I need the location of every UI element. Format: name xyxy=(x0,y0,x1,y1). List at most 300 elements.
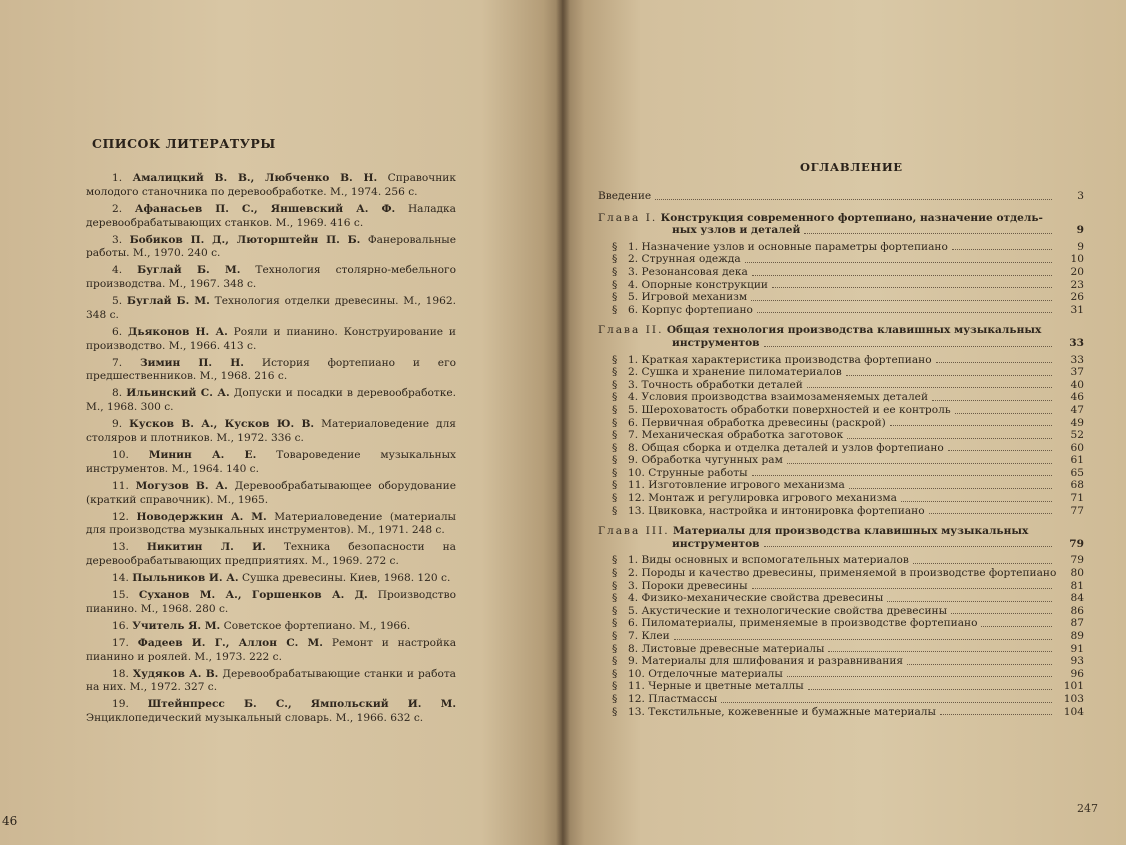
dot-leader xyxy=(940,713,1052,715)
toc-chapter-page: 33 xyxy=(1069,336,1084,349)
dot-leader xyxy=(808,688,1052,690)
dot-leader xyxy=(847,437,1052,439)
bibliography-item-authors: Минин А. Е. xyxy=(148,449,257,462)
toc-section-title: Текстильные, кожевенные и бумажные материалы xyxy=(648,705,936,718)
toc-chapter-label: Глава II. xyxy=(598,324,664,337)
toc-section-number: 3. xyxy=(628,579,639,592)
section-sign: § xyxy=(612,579,618,592)
toc-section-page: 47 xyxy=(1070,403,1084,416)
bibliography-item xyxy=(86,572,456,586)
toc-section-text xyxy=(612,291,747,304)
toc-section-page: 40 xyxy=(1070,378,1084,391)
bibliography-item-authors: Зимин П. Н. xyxy=(139,356,244,369)
bibliography-item xyxy=(86,264,456,292)
toc-section-text xyxy=(612,643,824,656)
bibliography-item-number: 7. xyxy=(112,356,123,369)
toc-section-row xyxy=(612,479,1084,492)
toc-section-text xyxy=(612,492,897,505)
toc-section-text xyxy=(612,442,944,455)
toc-section-row xyxy=(612,630,1084,643)
bibliography-item-authors: Дьяконов Н. А. xyxy=(128,325,228,338)
bibliography-item-text: История фортепиано и его предшественников. М., 1968. 216 с. xyxy=(86,356,456,383)
toc-section-text xyxy=(612,680,804,693)
bibliography-item xyxy=(86,698,456,726)
toc-section-number: 8. xyxy=(628,642,639,655)
bibliography-item-number: 19. xyxy=(112,698,129,711)
bibliography-item-text: Материаловедение (материалы для производства музыкальных инструментов). М., 1971. 248 с. xyxy=(86,510,456,537)
section-sign: § xyxy=(612,667,618,680)
toc-section-number: 6. xyxy=(628,303,639,316)
toc-section-title: Опорные конструкции xyxy=(641,278,768,291)
toc-section-page: 80 xyxy=(1070,567,1084,580)
toc-section-number: 9. xyxy=(628,655,639,668)
toc-section-page: 93 xyxy=(1070,655,1084,668)
bibliography-item xyxy=(86,203,456,231)
bibliography-item-number: 2. xyxy=(112,202,123,215)
dot-leader xyxy=(752,474,1052,476)
toc-section-number: 5. xyxy=(628,403,639,416)
toc-section-text xyxy=(612,706,936,719)
toc-chapter-page: 79 xyxy=(1069,537,1084,550)
bibliography-item xyxy=(86,418,456,446)
toc-section-number: 11. xyxy=(628,680,645,693)
toc-chapter-line xyxy=(598,324,1084,337)
toc-section-number: 12. xyxy=(628,492,645,505)
section-sign: § xyxy=(612,504,618,517)
bibliography-item-text: Производство пианино. М., 1968. 280 с. xyxy=(86,589,456,615)
toc-section-title: Игровой механизм xyxy=(641,291,748,304)
toc-section-text xyxy=(612,567,1056,580)
dot-leader xyxy=(887,600,1052,602)
toc-section-text xyxy=(612,580,748,593)
section-sign: § xyxy=(612,353,618,366)
bibliography-item-number: 12. xyxy=(112,510,129,523)
toc-section-list xyxy=(598,354,1084,518)
toc-section-page: 84 xyxy=(1070,592,1084,605)
dot-leader xyxy=(751,299,1052,301)
toc-chapter-title-continued xyxy=(598,337,1084,350)
toc-chapters xyxy=(598,212,1084,719)
toc-section-page: 81 xyxy=(1070,579,1084,592)
toc-section-title: Изготовление игрового механизма xyxy=(648,479,845,492)
toc-section-page: 86 xyxy=(1070,604,1084,617)
dot-leader xyxy=(674,638,1052,640)
toc-section-title: Первичная обработка древесины (раскрой) xyxy=(641,416,886,429)
toc-section-number: 4. xyxy=(628,592,639,605)
toc-section-text xyxy=(612,655,903,668)
dot-leader xyxy=(764,545,1052,547)
toc-section-number: 9. xyxy=(628,454,639,467)
bibliography-item xyxy=(86,637,456,665)
toc-section-title: Назначение узлов и основные параметры фортепиано xyxy=(641,240,948,253)
toc-section-text xyxy=(612,668,783,681)
toc-intro-label: Введение xyxy=(598,190,652,202)
dot-leader xyxy=(948,449,1052,451)
toc-chapter xyxy=(598,324,1084,517)
toc-section-row xyxy=(612,706,1084,719)
page-number-right: 247 xyxy=(1077,802,1098,815)
toc-section-number: 2. xyxy=(628,366,639,379)
toc-section-number: 2. xyxy=(628,567,639,580)
toc-section-title: Струнная одежда xyxy=(641,253,741,266)
dot-leader xyxy=(787,462,1052,464)
toc-section-title: Резонансовая дека xyxy=(641,265,748,278)
section-sign: § xyxy=(612,416,618,429)
dot-leader xyxy=(757,311,1052,313)
toc-section-text xyxy=(612,266,748,279)
toc-chapter-title-continued xyxy=(598,538,1084,551)
bibliography-item-authors: Ильинский С. А. xyxy=(126,387,230,400)
toc-section-text xyxy=(612,379,803,392)
toc-section-title: Монтаж и регулировка игрового механизма xyxy=(648,492,897,505)
toc-section-page: 91 xyxy=(1070,642,1084,655)
toc-section-page: 87 xyxy=(1070,617,1084,630)
toc-section-title: Породы и качество древесины, применяемой в производстве фортепиано xyxy=(641,567,1057,580)
toc-chapter-label: Глава I. xyxy=(598,211,658,224)
section-sign: § xyxy=(612,441,618,454)
toc-section-number: 6. xyxy=(628,617,639,630)
toc-intro-page: 3 xyxy=(1077,190,1084,202)
toc-section-page: 103 xyxy=(1063,692,1084,705)
toc-section-number: 1. xyxy=(628,554,639,567)
bibliography-item-authors: Никитин Л. И. xyxy=(146,541,266,554)
section-sign: § xyxy=(612,592,618,605)
toc-section-number: 4. xyxy=(628,391,639,404)
toc-section-page: 61 xyxy=(1070,454,1084,467)
toc-section-row xyxy=(612,354,1084,367)
dot-leader xyxy=(981,625,1052,627)
bibliography-item-number: 11. xyxy=(112,479,129,492)
toc-section-row xyxy=(612,492,1084,505)
toc-section-title: Сушка и хранение пиломатериалов xyxy=(641,366,842,379)
bibliography-item-authors: Худяков А. В. xyxy=(132,667,219,680)
toc-chapter-title: Материалы для производства клавишных музыкальных xyxy=(673,525,1029,538)
bibliography-item-text: Справочник молодого станочника по деревообработке. М., 1974. 256 с. xyxy=(86,172,456,198)
bibliography-item-authors: Суханов М. А., Горшенков А. Д. xyxy=(138,589,368,602)
toc-chapter-title: Конструкция современного фортепиано, назначение отдель- xyxy=(660,211,1043,224)
toc-chapter-line xyxy=(598,525,1084,538)
bibliography-item-authors: Фадеев И. Г., Аллон С. М. xyxy=(137,636,323,649)
bibliography-item-text: Рояли и пианино. Конструирование и производство. М., 1966. 413 с. xyxy=(86,325,456,352)
toc-section-page: 52 xyxy=(1070,429,1084,442)
toc-section-title: Шероховатость обработки поверхностей и ее контроль xyxy=(641,403,951,416)
bibliography-item xyxy=(86,295,456,323)
toc-section-number: 2. xyxy=(628,253,639,266)
dot-leader xyxy=(890,424,1052,426)
bibliography-item-number: 1. xyxy=(112,172,123,184)
bibliography-item-text: Техника безопасности на деревообрабатывающих предприятиях. М., 1969. 272 с. xyxy=(86,541,457,568)
section-sign: § xyxy=(612,680,618,693)
dot-leader xyxy=(901,500,1052,502)
bibliography-item-number: 4. xyxy=(112,264,123,277)
toc-section-text xyxy=(612,630,670,643)
toc-chapter-title-end: ных узлов и деталей xyxy=(672,224,801,237)
toc-section-number: 7. xyxy=(628,630,639,642)
toc-section-row xyxy=(612,241,1084,254)
toc-section-page: 79 xyxy=(1070,554,1084,567)
toc-section-number: 12. xyxy=(628,692,645,705)
toc-section-text xyxy=(612,429,843,442)
toc-section-row xyxy=(612,467,1084,480)
toc-chapter-title-end: инструментов xyxy=(672,537,760,550)
bibliography-item-text: Деревообрабатывающее оборудование (краткий справочник). М., 1965. xyxy=(86,479,457,506)
bibliography-item-number: 13. xyxy=(112,541,129,554)
section-sign: § xyxy=(612,253,618,266)
toc-section-number: 13. xyxy=(628,705,645,718)
toc-section-page: 9 xyxy=(1077,240,1084,253)
bibliography-list xyxy=(86,172,456,729)
toc-chapter xyxy=(598,212,1084,317)
toc-section-text xyxy=(612,592,883,605)
dot-leader xyxy=(752,274,1052,276)
dot-leader xyxy=(721,701,1052,703)
toc-section-row xyxy=(612,429,1084,442)
toc-section-row xyxy=(612,291,1084,304)
dot-leader xyxy=(655,198,1052,200)
toc-section-page: 77 xyxy=(1070,504,1084,517)
toc-section-number: 5. xyxy=(628,291,639,304)
toc-section-page: 89 xyxy=(1070,630,1084,642)
toc-section-title: Пиломатериалы, применяемые в производстве фортепиано xyxy=(641,617,978,630)
bibliography-item-authors: Новодержкин А. М. xyxy=(136,510,267,523)
toc-section-title: Физико-механические свойства древесины xyxy=(641,592,884,605)
toc-section-number: 3. xyxy=(628,378,639,391)
section-sign: § xyxy=(612,303,618,316)
dot-leader xyxy=(936,361,1052,363)
section-sign: § xyxy=(612,366,618,379)
toc-section-page: 71 xyxy=(1070,492,1084,505)
toc-section-page: 46 xyxy=(1070,391,1084,404)
toc-title: ОГЛАВЛЕНИЕ xyxy=(800,160,903,174)
bibliography-item-number: 14. xyxy=(112,572,129,585)
bibliography-item-authors: Могузов В. А. xyxy=(135,479,228,492)
toc-section-row xyxy=(612,379,1084,392)
bibliography-item-text: Энциклопедический музыкальный словарь. М., 1966. 632 с. xyxy=(86,712,424,725)
toc-chapter-title-end: инструментов xyxy=(672,336,760,349)
toc-section-row xyxy=(612,253,1084,266)
toc-section-title: Условия производства взаимозаменяемых деталей xyxy=(641,391,929,404)
toc-section-page: 49 xyxy=(1070,416,1084,429)
bibliography-item-number: 17. xyxy=(112,636,129,649)
toc-section-row xyxy=(612,417,1084,430)
bibliography-item xyxy=(86,172,456,200)
bibliography-item-number: 9. xyxy=(112,418,123,431)
toc-chapter-title-continued xyxy=(598,224,1084,237)
dot-leader xyxy=(846,374,1052,376)
bibliography-item-number: 6. xyxy=(112,325,123,338)
toc-section-row xyxy=(612,668,1084,681)
section-sign: § xyxy=(612,240,618,253)
dot-leader xyxy=(907,663,1052,665)
toc-section-title: Точность обработки деталей xyxy=(641,378,803,391)
dot-leader xyxy=(764,345,1052,347)
toc-chapter-line xyxy=(598,212,1084,225)
toc-section-row xyxy=(612,693,1084,706)
toc-chapter-heading xyxy=(598,525,1084,550)
toc-section-page: 10 xyxy=(1070,253,1084,266)
toc-chapter-title: Общая технология производства клавишных музыкальных xyxy=(666,324,1042,337)
toc-section-row xyxy=(612,391,1084,404)
bibliography-item-authors: Бобиков П. Д., Люторштейн П. Б. xyxy=(129,233,361,246)
toc-section-title: Цвиковка, настройка и интонировка фортепиано xyxy=(648,504,925,517)
bibliography-item-text: Допуски и посадки в деревообработке. М., 1968. 300 с. xyxy=(86,387,456,414)
bibliography-item-text: Деревообрабатывающие станки и работа на них. М., 1972. 327 с. xyxy=(86,667,457,694)
bibliography-item xyxy=(86,541,456,569)
toc-section-number: 10. xyxy=(628,466,645,479)
bibliography-item-text: Товароведение музыкальных инструментов. М., 1964. 140 с. xyxy=(86,449,456,475)
toc-section-text xyxy=(612,505,925,518)
bibliography-item-text: Советское фортепиано. М., 1966. xyxy=(223,619,411,632)
toc-section-page: 31 xyxy=(1070,303,1084,316)
toc-section-page: 96 xyxy=(1070,667,1084,680)
toc-section-number: 1. xyxy=(628,240,639,253)
toc-chapter-label: Глава III. xyxy=(598,525,670,538)
bibliography-item xyxy=(86,449,456,477)
bibliography-item-text: Сушка древесины. Киев, 1968. 120 с. xyxy=(241,572,451,585)
section-sign: § xyxy=(612,617,618,630)
bibliography-item-number: 8. xyxy=(112,387,123,400)
dot-leader xyxy=(932,399,1052,401)
bibliography-title: СПИСОК ЛИТЕРАТУРЫ xyxy=(92,136,276,151)
toc-chapter-heading xyxy=(598,212,1084,237)
toc-section-page: 104 xyxy=(1063,705,1084,718)
right-page xyxy=(562,0,1126,845)
toc-section-text xyxy=(612,366,842,379)
toc-section-row xyxy=(612,266,1084,279)
toc-section-title: Пороки древесины xyxy=(641,579,748,592)
bibliography-item-number: 18. xyxy=(112,667,129,680)
toc-section-title: Листовые древесные материалы xyxy=(641,642,825,655)
section-sign: § xyxy=(612,604,618,617)
bibliography-item-text: Наладка деревообрабатывающих станков. М., 1969. 416 с. xyxy=(86,202,456,229)
toc-section-page: 68 xyxy=(1070,479,1084,492)
toc-section-number: 11. xyxy=(628,479,645,492)
toc-section-row xyxy=(612,505,1084,518)
bibliography-item-number: 5. xyxy=(112,295,123,308)
section-sign: § xyxy=(612,454,618,467)
toc-section-number: 5. xyxy=(628,604,639,617)
dot-leader xyxy=(952,248,1052,250)
toc-section-title: Материалы для шлифования и разравнивания xyxy=(641,655,904,668)
toc-section-title: Струнные работы xyxy=(648,466,748,479)
toc-section-text xyxy=(612,605,947,618)
toc-section-row xyxy=(612,655,1084,668)
toc-section-title: Пластмассы xyxy=(648,692,718,705)
bibliography-item-authors: Штейнпресс Б. С., Ямпольский И. М. xyxy=(147,698,457,711)
dot-leader xyxy=(929,512,1052,514)
bibliography-item-authors: Буглай Б. М. xyxy=(126,295,210,308)
section-sign: § xyxy=(612,429,618,442)
toc-section-page: 23 xyxy=(1070,278,1084,291)
toc-chapter xyxy=(598,525,1084,718)
toc-section-row xyxy=(612,554,1084,567)
toc-section-row xyxy=(612,442,1084,455)
toc-section-text xyxy=(612,241,948,254)
section-sign: § xyxy=(612,705,618,718)
toc-section-text xyxy=(612,454,783,467)
bibliography-item-authors: Афанасьев П. С., Яншевский А. Ф. xyxy=(134,202,396,215)
dot-leader xyxy=(955,412,1052,414)
toc-section-row xyxy=(612,592,1084,605)
section-sign: § xyxy=(612,403,618,416)
toc-section-number: 3. xyxy=(628,265,639,278)
toc-section-text xyxy=(612,253,741,266)
dot-leader xyxy=(804,232,1052,234)
toc-section-row xyxy=(612,454,1084,467)
toc-section-text xyxy=(612,304,753,317)
bibliography-item-number: 16. xyxy=(112,619,129,632)
toc-section-text xyxy=(612,417,886,430)
bibliography-item-authors: Буглай Б. М. xyxy=(137,264,241,277)
toc-section-text xyxy=(612,554,909,567)
section-sign: § xyxy=(612,466,618,479)
toc-section-text xyxy=(612,391,928,404)
section-sign: § xyxy=(612,655,618,668)
bibliography-item-text: Фанеровальные работы. М., 1970. 240 с. xyxy=(86,233,456,260)
dot-leader xyxy=(951,612,1052,614)
section-sign: § xyxy=(612,630,618,642)
toc-section-row xyxy=(612,404,1084,417)
toc-section-page: 60 xyxy=(1070,441,1084,454)
bibliography-item-authors: Пыльников И. А. xyxy=(132,572,239,585)
section-sign: § xyxy=(612,291,618,304)
toc-section-page: 26 xyxy=(1070,291,1084,304)
bibliography-item-text: Технология столярно-мебельного производства. М., 1967. 348 с. xyxy=(86,264,456,291)
bibliography-item xyxy=(86,387,456,415)
toc-section-number: 4. xyxy=(628,278,639,291)
bibliography-item-number: 10. xyxy=(112,449,129,462)
toc-section-row xyxy=(612,617,1084,630)
toc-section-title: Отделочные материалы xyxy=(648,667,783,680)
toc-section-title: Механическая обработка заготовок xyxy=(641,429,844,442)
bibliography-item xyxy=(86,234,456,262)
section-sign: § xyxy=(612,642,618,655)
dot-leader xyxy=(752,587,1052,589)
bibliography-item xyxy=(86,668,456,696)
toc-section-page: 65 xyxy=(1070,466,1084,479)
toc-section-list xyxy=(598,554,1084,718)
bibliography-item-text: Материаловедение для столяров и плотников. М., 1972. 336 с. xyxy=(86,418,456,445)
toc-section-list xyxy=(598,241,1084,317)
toc-section-text xyxy=(612,404,951,417)
dot-leader xyxy=(828,650,1052,652)
toc-section-number: 1. xyxy=(628,353,639,366)
section-sign: § xyxy=(612,567,618,580)
toc-section-text xyxy=(612,354,932,367)
section-sign: § xyxy=(612,265,618,278)
bibliography-item xyxy=(86,620,456,634)
toc-section-text xyxy=(612,617,977,630)
toc-intro xyxy=(598,190,1084,203)
toc-section-title: Клеи xyxy=(641,630,670,642)
toc-section-page: 33 xyxy=(1070,353,1084,366)
bibliography-item-authors: Амалицкий В. В., Любченко В. Н. xyxy=(132,172,378,184)
section-sign: § xyxy=(612,479,618,492)
bibliography-item-authors: Учитель Я. М. xyxy=(132,619,221,632)
toc-section-row xyxy=(612,605,1084,618)
bibliography-item-number: 3. xyxy=(112,233,123,246)
section-sign: § xyxy=(612,278,618,291)
dot-leader xyxy=(913,562,1052,564)
dot-leader xyxy=(772,286,1052,288)
dot-leader xyxy=(745,261,1052,263)
toc-section-row xyxy=(612,580,1084,593)
toc-section-row xyxy=(612,643,1084,656)
toc-section-row xyxy=(612,567,1084,580)
toc-section-row xyxy=(612,366,1084,379)
book-gutter-shadow xyxy=(556,0,570,845)
toc-section-text xyxy=(612,693,717,706)
